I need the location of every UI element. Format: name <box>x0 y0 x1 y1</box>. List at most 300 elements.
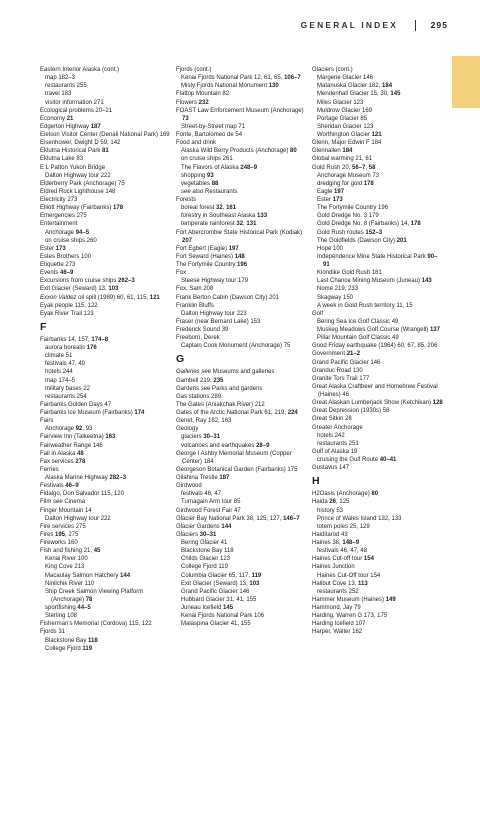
entry-text: Last Chance Mining Museum (Juneau) <box>317 278 422 285</box>
entry-text: Ninilchik River 110 <box>45 580 95 587</box>
index-entry <box>312 139 444 147</box>
entry-text: Fires <box>40 531 55 538</box>
entry-text: 235 <box>213 377 224 384</box>
entry-text: Fairbanks Ice Museum (Fairbanks) <box>40 410 135 416</box>
index-entry <box>312 350 444 358</box>
entry-text: Fisherman's Memorial (Cordova) 115, 122 <box>40 621 152 628</box>
index-subentry <box>176 212 306 220</box>
index-entry <box>312 563 444 571</box>
index-entry <box>40 66 170 74</box>
entry-text: Fonte, Bartolomeo de 54 <box>176 132 243 138</box>
index-entry <box>40 490 170 498</box>
page-number: 295 <box>430 20 448 30</box>
index-entry <box>176 66 306 74</box>
entry-text: Turnagain Arm tour 85 <box>181 499 241 506</box>
index-subentry <box>312 285 444 293</box>
entry-text: Girdwood Forest Fair 47 <box>176 507 241 514</box>
entry-text: 224 <box>287 410 298 416</box>
entry-text: festivals 46, 47, 48 <box>317 548 368 555</box>
entry-text: Government <box>312 351 347 358</box>
index-entry <box>40 628 170 636</box>
index-entry <box>176 294 306 302</box>
entry-text: Forests <box>176 197 197 203</box>
entry-text: hotels 242 <box>317 432 345 439</box>
entry-text: 26 <box>329 499 337 506</box>
index-entry <box>176 466 306 474</box>
entry-text: Harding Icefield 107 <box>312 621 366 628</box>
index-entry <box>312 147 444 155</box>
thumb-index-tab <box>452 56 480 108</box>
entry-text: history 53 <box>317 507 344 514</box>
entry-text: 92 <box>75 426 83 433</box>
entry-text: 144 <box>120 572 131 579</box>
index-subentry <box>176 342 306 350</box>
entry-text: Fairbanks 14, 157, <box>40 336 92 343</box>
index-subentry <box>312 123 444 131</box>
index-subentry <box>312 294 444 302</box>
entry-text: Fox, Sam 208 <box>176 286 214 293</box>
index-subentry <box>40 425 170 433</box>
entry-text: restaurants 255 <box>45 83 87 90</box>
index-subentry <box>40 90 170 98</box>
index-subentry <box>40 637 170 645</box>
entry-text: 103 <box>108 286 119 293</box>
index-entry <box>40 285 170 293</box>
index-subentry <box>40 645 170 653</box>
index-subentry <box>312 326 444 334</box>
entry-text: Fire services 275 <box>40 523 86 530</box>
entry-text: 262–3 <box>118 278 135 285</box>
entry-text: dredging for gold <box>317 180 364 187</box>
index-subentry <box>176 123 306 131</box>
index-entry <box>40 131 170 139</box>
entry-text: Portage Glacier 85 <box>317 115 368 122</box>
index-entry <box>176 401 306 409</box>
entry-text: Margerie Glacier 146 <box>317 75 374 82</box>
entry-text: 187 <box>219 475 230 481</box>
entry-text: Exit Glacier (Seward) 13, <box>181 580 250 587</box>
entry-text: 30–31 <box>199 531 217 538</box>
entry-text: Dalton Highway tour 222 <box>45 172 111 179</box>
index-subentry <box>176 310 306 318</box>
entry-text: 248–9 <box>240 164 258 171</box>
entry-text: Fairs <box>40 418 54 425</box>
entry-text: Edgerton Highway <box>40 123 91 130</box>
index-subentry <box>312 220 444 228</box>
entry-text: festivals 47, 49 <box>45 361 86 368</box>
index-subentry <box>40 172 170 180</box>
entry-text: Granduc Road 130 <box>312 367 363 374</box>
entry-text: see <box>201 369 212 376</box>
entry-text: 94–5 <box>75 229 90 236</box>
entry-text: Muskeg Meadows Golf Course (Wrangell) <box>317 327 430 333</box>
entry-text: Economy <box>40 115 67 122</box>
entry-text: 152–3 <box>365 229 383 236</box>
index-entry <box>40 196 170 204</box>
index-subentry <box>312 572 444 580</box>
index-entry <box>176 474 306 482</box>
entry-text: 30–31 <box>203 434 221 441</box>
entry-text: Entertainment <box>40 221 78 228</box>
index-entry <box>312 490 444 498</box>
entry-text: Grand Pacific Glacier 146 <box>181 588 250 595</box>
entry-text: 184 <box>382 83 393 90</box>
index-entry <box>40 253 170 261</box>
index-entry <box>312 66 444 74</box>
index-subentry <box>176 612 306 620</box>
index-section-letter: F <box>40 320 47 333</box>
entry-text: 143 <box>421 278 432 285</box>
entry-text: 73 <box>182 115 189 122</box>
index-subentry <box>312 131 444 139</box>
index-subentry <box>312 318 444 326</box>
entry-text: Sheridan Glacier 123 <box>317 123 374 130</box>
entry-text: 144 <box>221 523 232 530</box>
index-subentry <box>176 277 306 285</box>
entry-text: 207 <box>182 237 193 244</box>
entry-text: Gulf of Alaska 19 <box>312 448 358 455</box>
entry-text: 21–2 <box>346 351 361 358</box>
entry-text: 146–7 <box>283 515 300 522</box>
entry-text: 148 <box>234 253 245 260</box>
index-subentry <box>312 196 444 204</box>
index-entry <box>40 539 170 547</box>
entry-text: 282–3 <box>109 475 127 481</box>
index-subentry <box>40 82 170 90</box>
entry-text: Fraser (near Bernard Lake) 153 <box>176 318 261 325</box>
entry-text: 161 <box>226 205 237 212</box>
index-entry <box>176 425 306 433</box>
entry-text: Muldrow Glacier 169 <box>317 107 373 114</box>
entry-text: 48 <box>77 450 84 457</box>
index-subentry <box>40 393 170 401</box>
index-subentry <box>40 74 170 82</box>
entry-text: Hope 100 <box>317 245 344 252</box>
entry-text: 103 <box>249 580 260 587</box>
entry-text: 137 <box>429 327 440 333</box>
index-subentry <box>40 563 170 571</box>
entry-text: Girdwood <box>176 483 202 490</box>
index-subentry <box>312 547 444 555</box>
entry-text: Gates of the Arctic National Park 61, 219, <box>176 410 288 416</box>
index-entry <box>312 155 444 163</box>
entry-text: on cruise ships 261 <box>181 156 233 163</box>
index-subentry <box>176 563 306 571</box>
entry-text: Glennallen <box>312 148 343 155</box>
index-entry <box>40 204 170 212</box>
entry-text: Skagway 150 <box>317 294 354 301</box>
entry-text: , <box>365 164 369 171</box>
entry-text: Haiditarod 43 <box>312 531 348 538</box>
entry-text: Granite Tors Trail 177 <box>312 375 370 382</box>
entry-text: restaurants 254 <box>45 393 87 400</box>
index-section-letter: H <box>312 475 320 488</box>
entry-text: Fax services <box>40 458 76 465</box>
index-subentry <box>176 547 306 555</box>
entry-text: Columbia Glacier 65, 117, <box>181 572 252 579</box>
index-entry <box>40 294 170 302</box>
entry-text: Glaciers (cont.) <box>312 67 353 73</box>
entry-text: on cruise ships 260 <box>45 237 97 244</box>
entry-text: Freeborn, Derek <box>176 335 220 342</box>
entry-text: H2Oasis (Anchorage) <box>312 491 372 498</box>
entry-text: Fjords (cont.) <box>176 67 212 73</box>
index-subentry <box>312 180 444 188</box>
entry-text: 44–5 <box>77 605 91 611</box>
entry-text: Eastern Interior Alaska (cont.) <box>40 67 120 73</box>
entry-text: , <box>222 205 227 212</box>
index-entry <box>40 139 170 147</box>
entry-text: Eldred Rock Lighthouse 148 <box>40 188 116 195</box>
entry-text: Exit Glacier (Seward) 13, <box>40 286 109 293</box>
entry-text: Museums and galleries <box>211 369 275 376</box>
entry-text: travel 183 <box>45 91 72 98</box>
index-subentry <box>312 302 444 310</box>
entry-text: Misty Fjords National Monument <box>181 83 269 90</box>
entry-text: Haines Cut-off tour <box>312 556 364 563</box>
index-entry <box>176 302 306 310</box>
entry-text: oil spill (1989) 60, 61, 115, <box>76 294 150 301</box>
entry-text: King Cove 213 <box>45 564 85 571</box>
entry-text: Fort Abercrombie State Historical Park (Kodiak) <box>176 229 303 236</box>
entry-text: 88 <box>211 180 219 187</box>
index-entry <box>176 229 306 245</box>
entry-text: Gardens <box>176 385 201 392</box>
index-entry <box>176 515 306 523</box>
index-subentry <box>40 360 170 368</box>
index-entry <box>176 107 306 123</box>
entry-text: , <box>243 221 247 228</box>
entry-text: Great Alaskan Lumberjack Show (Ketchikan) <box>312 400 433 407</box>
entry-text: vegetables <box>181 180 212 187</box>
index-subentry <box>40 99 170 107</box>
entry-text: Harding, Warren G 173, 175 <box>312 613 388 620</box>
entry-text: 90–91 <box>323 253 438 268</box>
entry-text: Fairweather Range 146 <box>40 442 103 449</box>
index-entry <box>176 90 306 98</box>
entry-text: Anchorage Museum 73 <box>317 172 380 179</box>
entry-text: 121 <box>149 294 160 301</box>
entry-text: Gold Rush 20, <box>312 164 353 171</box>
entry-text: 145 <box>390 91 401 98</box>
entry-text: 178 <box>113 205 124 212</box>
index-subentry <box>312 204 444 212</box>
entry-text: 119 <box>251 572 262 579</box>
entry-text: volcanoes and earthquakes <box>181 442 257 449</box>
entry-text: 187 <box>90 123 101 130</box>
entry-text: see also <box>181 188 204 195</box>
index-entry <box>176 523 306 531</box>
index-subentry <box>176 604 306 612</box>
index-subentry <box>312 82 444 90</box>
entry-text: 78 <box>85 596 93 603</box>
entry-text: Alaska Marine Highway <box>45 475 110 481</box>
index-entry <box>312 448 444 456</box>
index-entry <box>176 285 306 293</box>
entry-text: Events <box>40 270 61 277</box>
entry-text: Emergencies 275 <box>40 213 87 220</box>
index-subentry <box>312 432 444 440</box>
entry-text: 133 <box>257 213 268 220</box>
entry-text: visitor information 271 <box>45 99 104 106</box>
entry-text: Great Depression (1930s) 58 <box>312 408 390 415</box>
index-entry <box>40 277 170 285</box>
entry-text: 45 <box>93 548 101 555</box>
index-entry <box>40 409 170 417</box>
index-entry <box>312 628 444 636</box>
entry-text: Haines 38, <box>312 540 343 546</box>
index-subentry <box>312 107 444 115</box>
entry-text: Childs Glacier 123 <box>181 556 231 563</box>
entry-text: Matanuska Glacier 182, <box>317 83 383 90</box>
index-subentry <box>40 555 170 563</box>
entry-text: Elliott Highway (Fairbanks) <box>40 205 114 212</box>
entry-text: 40–41 <box>379 457 397 463</box>
index-entry <box>176 261 306 269</box>
index-entry <box>176 196 306 204</box>
index-entry <box>176 269 306 277</box>
index-entry <box>40 245 170 253</box>
index-entry <box>312 604 444 612</box>
entry-text: Worthington Glacier <box>317 132 372 138</box>
entry-text: Parks and gardens <box>210 385 263 392</box>
entry-text: Gambell 219, <box>176 377 214 384</box>
index-subentry <box>176 555 306 563</box>
index-subentry <box>176 155 306 163</box>
index-entry <box>40 450 170 458</box>
entry-text: Great Sitkin 28 <box>312 416 352 423</box>
index-subentry <box>312 188 444 196</box>
entry-text: Fairbanks Golden Days 47 <box>40 401 112 408</box>
index-entry <box>40 188 170 196</box>
entry-text: Haida <box>312 499 330 506</box>
entry-text: 201 <box>396 237 407 244</box>
index-entry <box>40 417 170 425</box>
index-subentry <box>176 164 306 172</box>
index-entry <box>40 401 170 409</box>
entry-text: Fidalgo, Don Salvador 115, 120 <box>40 491 124 498</box>
entry-text: 178 <box>410 221 421 228</box>
entry-text: 106–7 <box>284 75 301 82</box>
index-subentry <box>312 172 444 180</box>
entry-text: totem poles 25, 129 <box>317 523 370 530</box>
index-subentry <box>176 442 306 450</box>
entry-text: Fish and fishing 21, <box>40 548 94 555</box>
index-entry <box>176 334 306 342</box>
entry-text: 113 <box>358 580 368 587</box>
index-entry <box>40 269 170 277</box>
entry-text: 178 <box>363 180 374 187</box>
entry-text: Eklutna Lake 83 <box>40 156 84 163</box>
entry-text: Miles Glacier 123 <box>317 99 364 106</box>
entry-text: Ship Creek Salmon Viewing Platform (Anchorage) <box>45 588 144 603</box>
entry-text: , 275 <box>65 531 79 538</box>
entry-text: Eyak people 115, 122 <box>40 302 98 309</box>
entry-text: Film <box>40 499 53 506</box>
entry-text: Juneau Icefield <box>181 605 224 611</box>
index-subentry <box>40 229 170 237</box>
entry-text: Gustavus 147 <box>312 465 350 472</box>
entry-text: Halibut Cove 13, <box>312 580 359 587</box>
index-subentry <box>312 515 444 523</box>
index-entry <box>176 393 306 401</box>
index-entry <box>40 507 170 515</box>
index-entry <box>40 498 170 506</box>
entry-text: Haines Cut-Off tour 154 <box>317 572 381 579</box>
entry-text: 81 <box>102 148 109 155</box>
entry-text: The Gates (Aniakchak River) 212 <box>176 401 265 408</box>
entry-text: 278 <box>75 458 86 465</box>
entry-text: 195 <box>55 531 66 538</box>
entry-text: Bering Sea Ice Golf Classic 49 <box>317 318 399 325</box>
entry-text: restaurants 252 <box>317 588 359 595</box>
entry-text: College Fjord <box>45 645 83 652</box>
entry-text: Frank Berton Cabin (Dawson City) 201 <box>176 294 280 301</box>
entry-text: Estes Brothers 100 <box>40 253 92 260</box>
entry-text: Ecological problems 20–21 <box>40 107 113 114</box>
entry-text: Geology <box>176 426 199 433</box>
index-subentry <box>176 580 306 588</box>
index-entry <box>312 415 444 423</box>
index-subentry <box>40 612 170 620</box>
index-subentry <box>40 352 170 360</box>
entry-text: Gold Rush routes <box>317 229 366 236</box>
index-subentry <box>312 237 444 245</box>
entry-text: Street-by-Street map 71 <box>181 123 246 130</box>
entry-text: Blackstone Bay <box>45 637 89 644</box>
index-subentry <box>176 172 306 180</box>
index-subentry <box>40 588 170 604</box>
entry-text: Etiquette 273 <box>40 262 76 268</box>
index-entry <box>176 326 306 334</box>
entry-text: see <box>200 385 211 392</box>
entry-text: Franklin Bluffs <box>176 302 214 309</box>
entry-text: Ferries <box>40 466 59 473</box>
index-entry <box>40 212 170 220</box>
entry-text: Fort Egbert (Eagle) <box>176 245 229 252</box>
entry-text: Excursions from cruise ships <box>40 278 119 285</box>
entry-text: Electricity 273 <box>40 197 78 203</box>
entry-text: College Fjord 119 <box>181 564 228 571</box>
entry-text: Ester <box>40 245 56 252</box>
entry-text: Gilahina Trestle <box>176 475 220 481</box>
entry-text: aurora borealis <box>45 345 87 351</box>
index-entry <box>40 442 170 450</box>
index-entry <box>40 482 170 490</box>
header-divider <box>415 20 416 31</box>
index-entry <box>40 336 170 344</box>
entry-text: Golf <box>312 310 324 317</box>
index-subentry <box>312 588 444 596</box>
index-entry <box>312 539 444 547</box>
entry-text: Fall in Alaska <box>40 450 78 457</box>
entry-text: 130 <box>268 83 279 90</box>
index-subentry <box>40 237 170 245</box>
entry-text: 148–9 <box>342 540 360 546</box>
index-subentry <box>312 245 444 253</box>
index-entry <box>312 424 444 432</box>
index-subentry <box>312 523 444 531</box>
index-entry <box>176 409 306 417</box>
index-entry <box>312 399 444 407</box>
entry-text: The Flavors of Alaska <box>181 164 241 171</box>
index-entry <box>176 450 306 466</box>
entry-text: The Goldfields (Dawson City) <box>317 237 397 244</box>
entry-text: 154 <box>363 556 374 563</box>
entry-text: Great Alaska Craftbeer and Homebrew Festival (Haines) 46 <box>312 383 438 398</box>
entry-text: 131 <box>246 221 257 228</box>
entry-text: George I Ashby Memorial Museum (Copper Center) 184 <box>176 450 292 465</box>
